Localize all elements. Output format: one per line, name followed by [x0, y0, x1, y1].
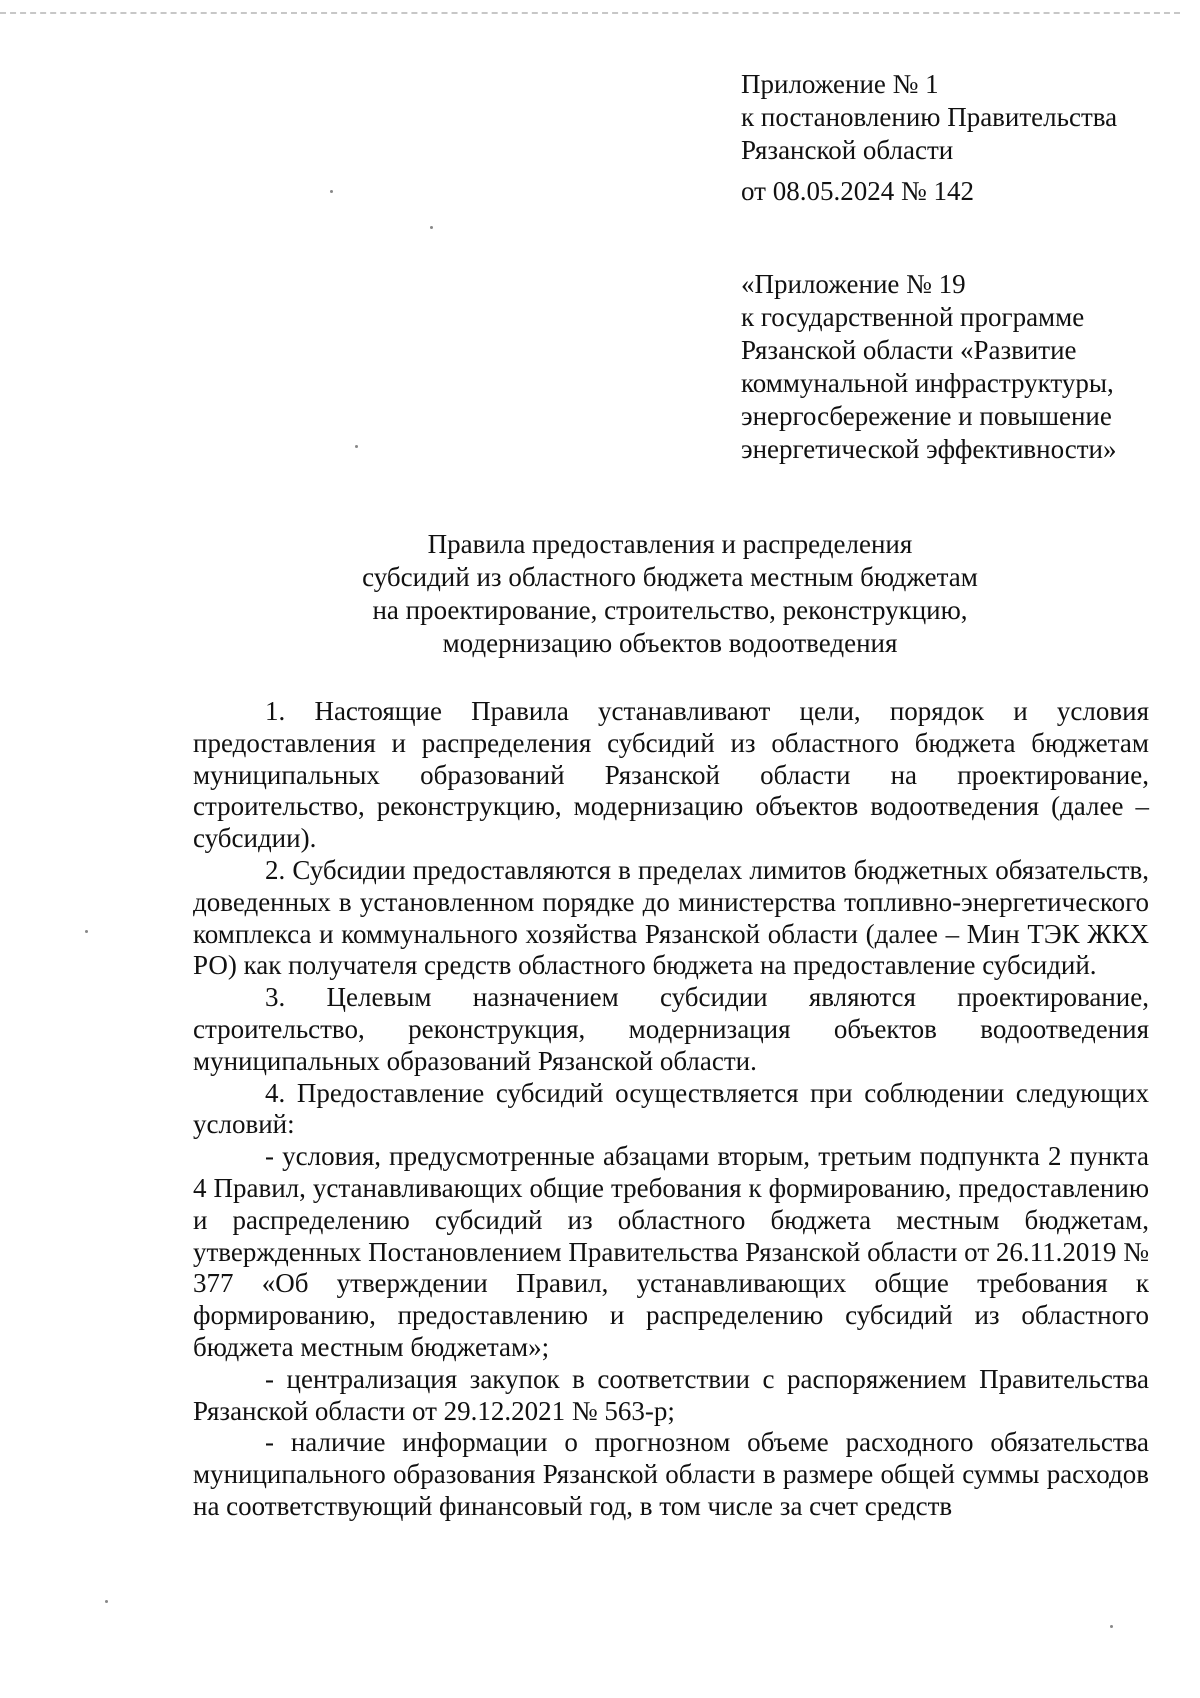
title-line: на проектирование, строительство, реконструкцию, [372, 595, 968, 625]
condition-item-3: - наличие информации о прогнозном объеме расходного обязательства муниципального образования Рязанской области в размере общей суммы расходов на соответствующий финансовый год, в том числе за счет средств [193, 1427, 1149, 1521]
paragraph-3: 3. Целевым назначением субсидии являются проектирование, строительство, реконструкция, модернизация объектов водоотведения муниципальных образований Рязанской области. [193, 982, 1149, 1076]
appendix-1-header [741, 68, 1181, 208]
paragraph-1: 1. Настоящие Правила устанавливают цели, порядок и условия предоставления и распределения субсидий из областного бюджета бюджетам муниципальных образований Рязанской области на проектирование, строительство, реконструкцию, модернизацию объектов водоотведения (далее – субсидии). [193, 696, 1149, 854]
appendix-19-line: энергетической эффективности» [741, 434, 1117, 464]
title-line: модернизацию объектов водоотведения [442, 628, 898, 658]
appendix-1-line: Рязанской области [741, 135, 954, 165]
scan-speck [330, 190, 333, 193]
appendix-19-line: коммунальной инфраструктуры, [741, 368, 1114, 398]
paragraph-2: 2. Субсидии предоставляются в пределах лимитов бюджетных обязательств, доведенных в установленном порядке до министерства топливно-энергетического комплекса и коммунального хозяйства Рязанской области (далее – Мин ТЭК ЖКХ РО) как получателя средств областного бюджета на предоставление субсидий. [193, 854, 1149, 981]
scan-speck [105, 1600, 108, 1603]
appendix-1-line: к постановлению Правительства [741, 102, 1118, 132]
condition-item-1: - условия, предусмотренные абзацами вторым, третьим подпункта 2 пункта 4 Правил, устанавливающих общие требования к формированию, предоставлению и распределению субсидий из областного бюджета местным бюджетам, утвержденных Постановлением Правительства Рязанской области от 26.11.2019 № 377 «Об утверждении Правил, устанавливающих общие требования к формированию, предоставлению и распределению субсидий из областного бюджета местным бюджетам»; [193, 1141, 1149, 1362]
title-line: Правила предоставления и распределения [427, 529, 913, 559]
scan-speck [430, 226, 433, 229]
scan-speck [85, 930, 88, 933]
appendix-19-line: «Приложение № 19 [741, 269, 966, 299]
appendix-19-line: к государственной программе [741, 302, 1085, 332]
appendix-19-line: Рязанской области «Развитие [741, 335, 1077, 365]
condition-item-2: - централизация закупок в соответствии с распоряжением Правительства Рязанской области от 29.12.2021 № 563-р; [193, 1363, 1149, 1426]
scan-speck [1110, 1625, 1113, 1628]
document-title [190, 528, 1150, 660]
title-line: субсидий из областного бюджета местным бюджетам [362, 562, 978, 592]
appendix-1-date: от 08.05.2024 № 142 [741, 176, 974, 206]
appendix-19-line: энергосбережение и повышение [741, 401, 1112, 431]
document-body [193, 696, 1149, 1523]
scan-speck [355, 445, 358, 448]
scan-edge-artifact [0, 12, 1180, 14]
appendix-1-line: Приложение № 1 [741, 69, 939, 99]
appendix-19-header [741, 268, 1181, 466]
paragraph-4: 4. Предоставление субсидий осуществляется при соблюдении следующих условий: [193, 1077, 1149, 1140]
